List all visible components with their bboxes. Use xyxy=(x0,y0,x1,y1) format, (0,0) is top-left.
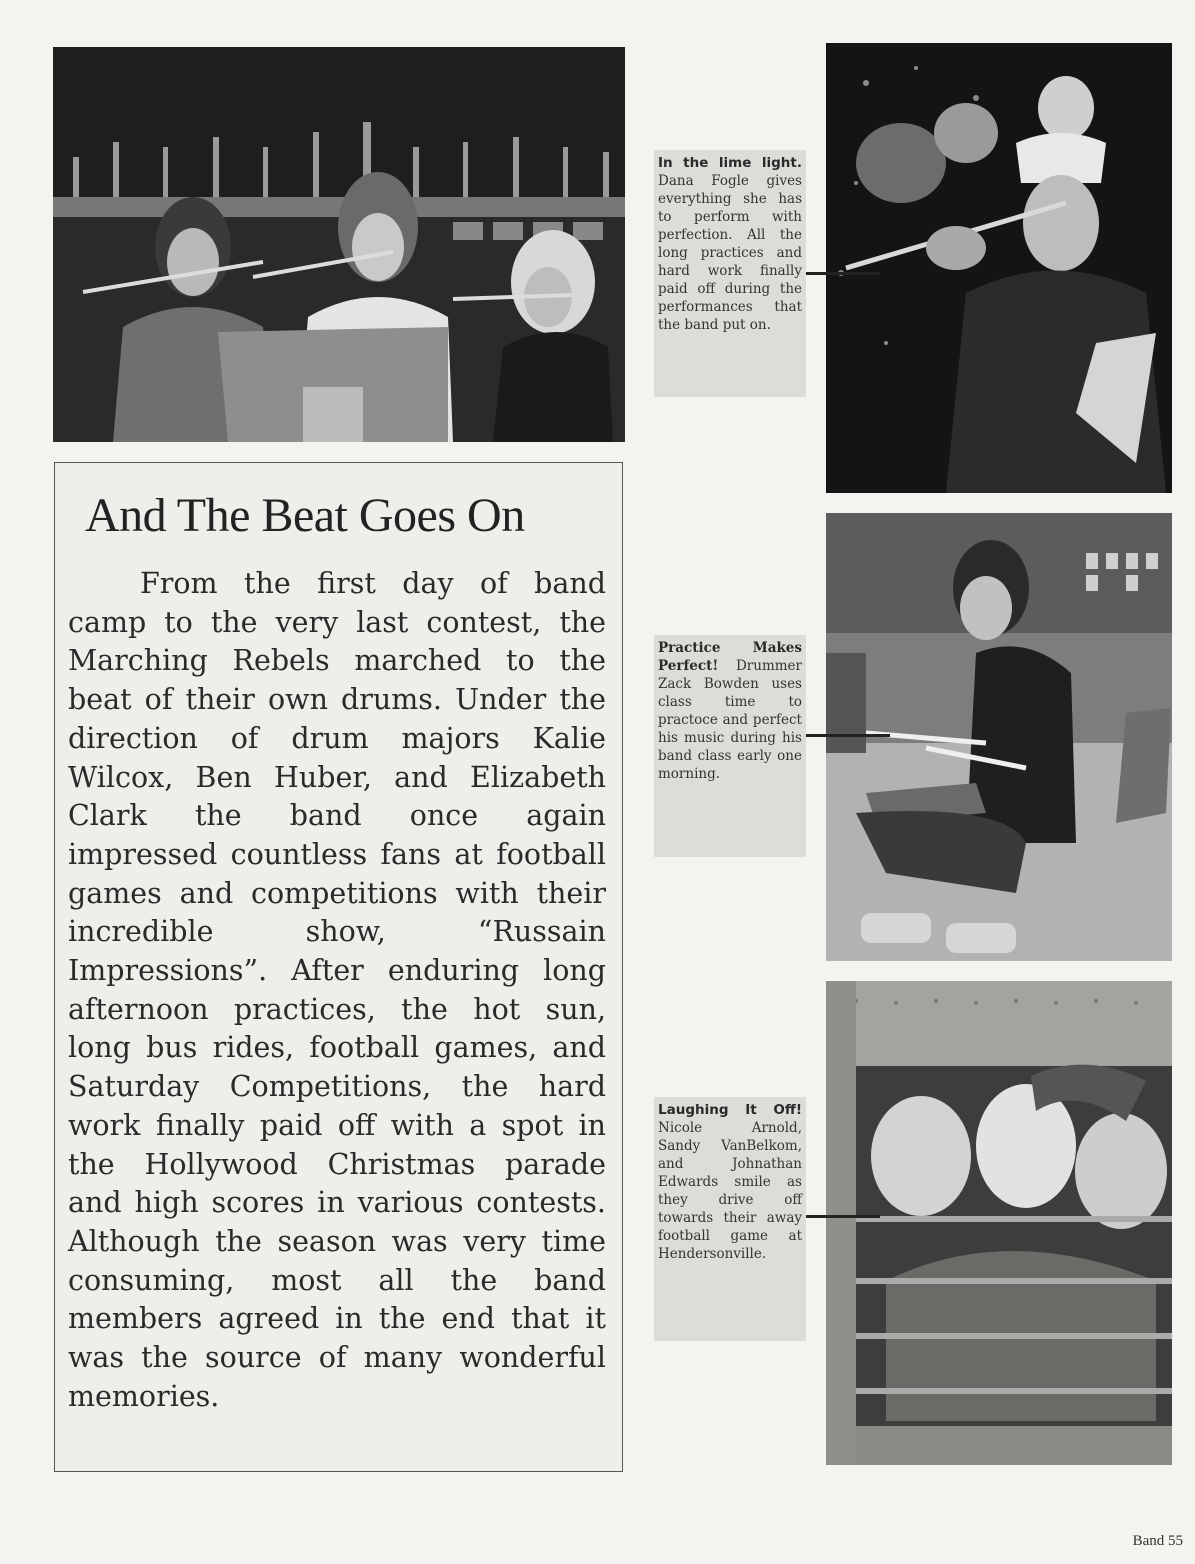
caption-laughing-it-off xyxy=(654,1097,806,1341)
caption-text: Drummer Zack Bowden uses class time to practoce and perfect his music during his band class early one morning. xyxy=(658,658,802,782)
story-headline: And The Beat Goes On xyxy=(85,489,525,542)
caption-practice-makes-perfect xyxy=(654,635,806,857)
story-body: From the first day of band camp to the very last contest, the Marching Rebels marched to the beat of their own drums. Under the direction of drum majors Kalie Wilcox, Ben Huber, and Elizabeth Clark the band once again impressed countless fans at football games and competitions with their incredible show, “Russain Impressions”. After enduring long afternoon practices, the hot sun, long bus rides, football games, and Saturday Competitions, the hard work finally paid off with a spot in the Hollywood Christmas parade and high scores in various contests. Although the season was very time consuming, most all the band members agreed in the end that it was the source of many wonderful memories. xyxy=(68,567,606,1413)
photo-drummer-practice xyxy=(826,513,1172,961)
caption-text: Dana Fogle gives everything she has to perform with perfection. All the long practices and hard work finally paid off during the performances that the band put on. xyxy=(658,173,802,333)
page-folio: Band 55 xyxy=(1132,1533,1183,1549)
photo-flute-trio xyxy=(53,47,625,442)
caption-text: Nicole Arnold, Sandy VanBelkom, and Johnathan Edwards smile as they drive off towards their away football game at Hendersonville. xyxy=(658,1120,802,1262)
caption-lead: In the lime light. xyxy=(658,155,802,171)
caption-lead: Laughing It Off! xyxy=(658,1102,802,1118)
caption-lime-light xyxy=(654,150,806,397)
story-box xyxy=(54,462,623,1472)
caption-lead: Practice Makes Perfect! xyxy=(658,640,802,674)
caption-leader-line xyxy=(806,1215,880,1218)
caption-leader-line xyxy=(806,734,890,737)
photo-bus-window xyxy=(826,981,1172,1465)
caption-leader-line xyxy=(806,272,880,275)
photo-marching-flutist xyxy=(826,43,1172,493)
